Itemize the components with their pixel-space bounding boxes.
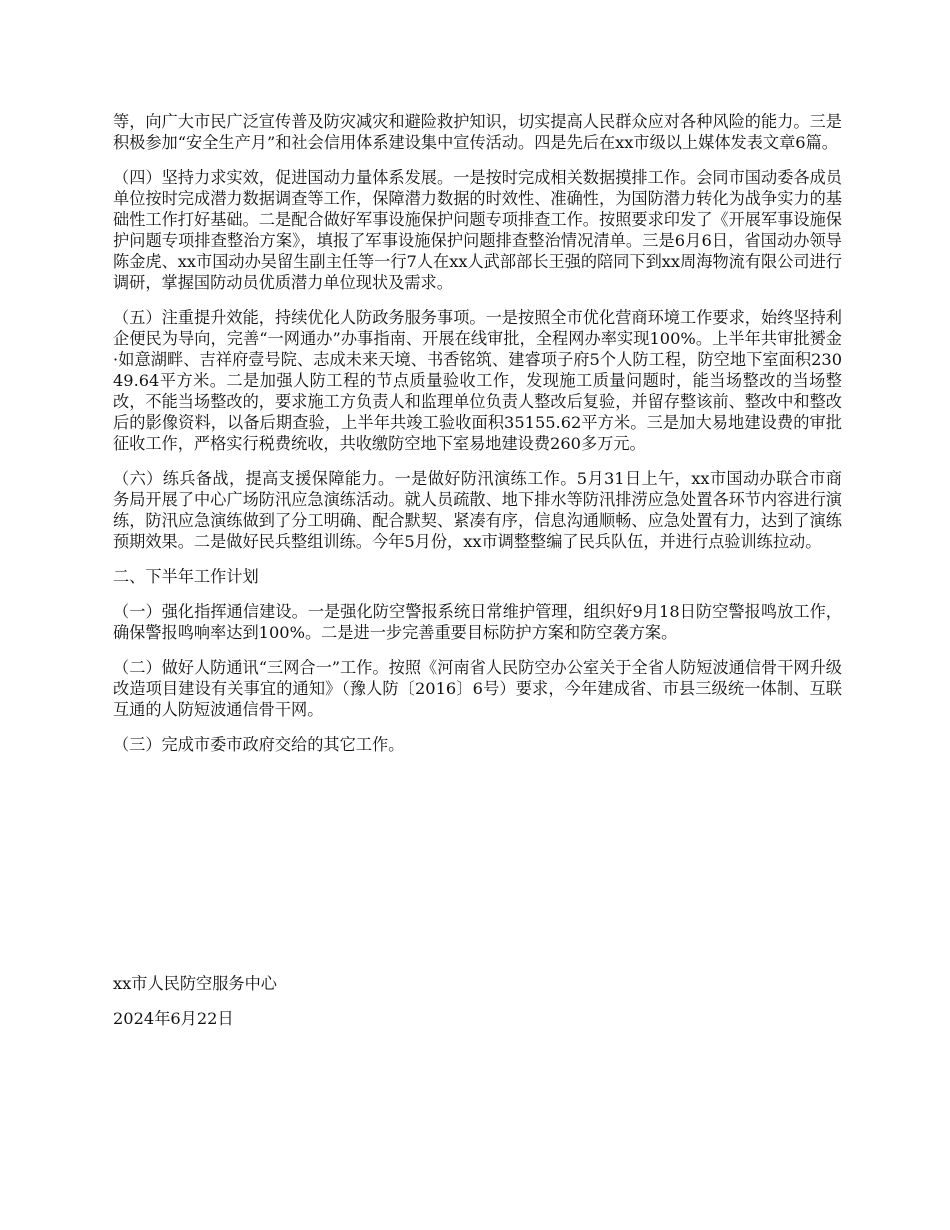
paragraph-section-5: （五）注重提升效能，持续优化人防政务服务事项。一是按照全市优化营商环境工作要求，始终坚持利企便民为导向，完善“一网通办”办事指南、开展在线审批，全程网办率实现100%。上半年共审批赟金·如意湖畔、吉祥府壹号院、志成未来天境、书香铭筑、建睿项子府5个人防工程，防空地下室面积23049.64平方米。二是加强人防工程的节点质量验收工作，发现施工质量问题时，能当场整改的当场整改，不能当场整改的，要求施工方负责人和监理单位负责人整改后复验，并留存整该前、整改中和整改后的影像资料，以备后期查验，上半年共竣工验收面积35155.62平方米。三是加大易地建设费的审批征收工作，严格实行税费统收，共收缴防空地下室易地建设费260多万元。	[113, 308, 842, 453]
paragraph-section-6: （六）练兵备战，提高支援保障能力。一是做好防汛演练工作。5月31日上午，xx市国动办联合市商务局开展了中心广场防汛应急演练活动。就人员疏散、地下排水等防汛排涝应急处置各环节内容进行演练，防汛应急演练做到了分工明确、配合默契、紧凑有序，信息沟通顺畅、应急处置有力，达到了演练预期效果。二是做好民兵整组训练。今年5月份，xx市调整整编了民兵队伍，并进行点验训练拉动。	[113, 469, 842, 551]
paragraph-publicity: 等，向广大市民广泛宣传普及防灾减灾和避险救护知识，切实提高人民群众应对各种风险的能力。三是积极参加“安全生产月”和社会信用体系建设集中宣传活动。四是先后在xx市级以上媒体发表文章6篇。	[113, 112, 842, 152]
plan-item-2: （二）做好人防通讯“三网合一”工作。按照《河南省人民防空办公室关于全省人防短波通信骨干网升级改造项目建设有关事宜的通知》（豫人防〔2016〕6号）要求，今年建成省、市县三级统一体制、互联互通的人防短波通信骨干网。	[113, 658, 842, 719]
section-heading-plan: 二、下半年工作计划	[113, 567, 259, 586]
plan-item-3: （三）完成市委市政府交给的其它工作。	[113, 735, 405, 754]
plan-item-1: （一）强化指挥通信建设。一是强化防空警报系统日常维护管理，组织好9月18日防空警报鸣放工作，确保警报鸣响率达到100%。二是进一步完善重要目标防护方案和防空袭方案。	[113, 602, 842, 642]
signature-organization: xx市人民防空服务中心	[113, 974, 277, 993]
document-body	[113, 111, 842, 769]
paragraph-section-4: （四）坚持力求实效，促进国动力量体系发展。一是按时完成相关数据摸排工作。会同市国动委各成员单位按时完成潜力数据调查等工作，保障潜力数据的时效性、准确性，为国防潜力转化为战争实力的基础性工作打好基础。二是配合做好军事设施保护问题专项排查工作。按照要求印发了《开展军事设施保护问题专项排查整治方案》，填报了军事设施保护问题排查整治情况清单。三是6月6日，省国动办领导陈金虎、xx市国动办吴留生副主任等一行7人在xx人武部部长王强的陪同下到xx周海物流有限公司进行调研，掌握国防动员优质潜力单位现状及需求。	[113, 168, 842, 292]
signature-date: 2024年6月22日	[113, 1009, 234, 1028]
